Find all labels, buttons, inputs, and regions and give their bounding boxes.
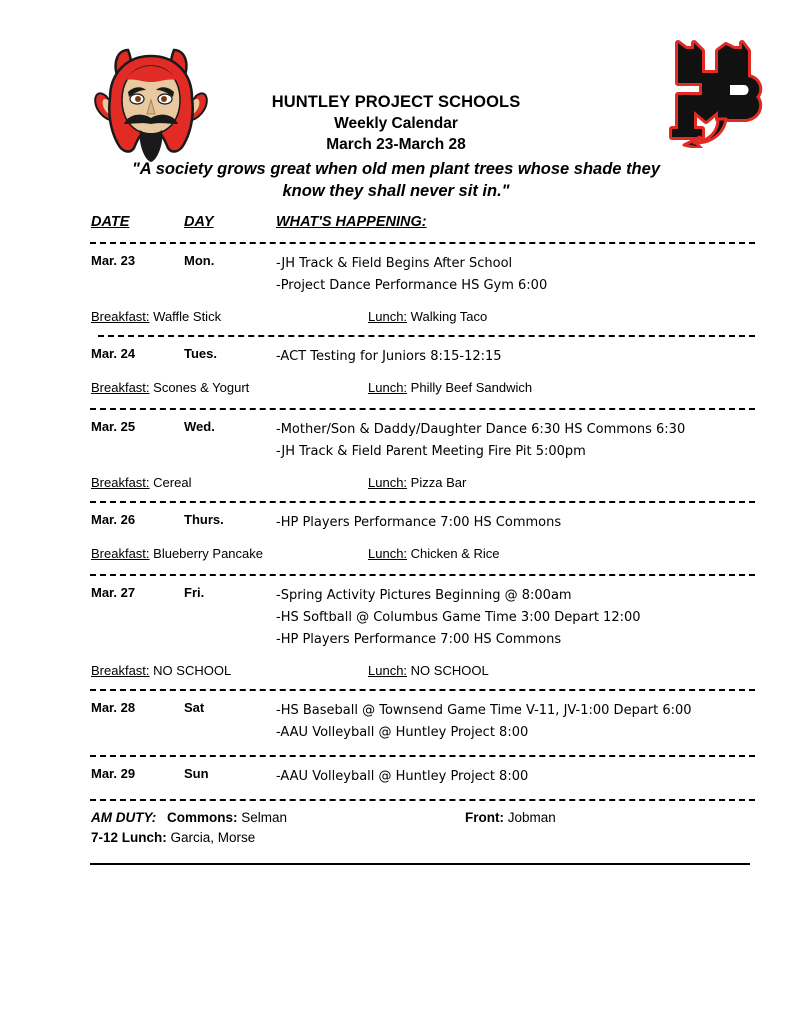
table-row <box>90 576 755 663</box>
breakfast-label: Breakfast: <box>91 475 150 490</box>
event-item: -HS Softball @ Columbus Game Time 3:00 Depart 12:00 <box>276 610 641 625</box>
event-item: -HP Players Performance 7:00 HS Commons <box>276 515 562 530</box>
meal-row <box>90 663 755 689</box>
row-date: Mar. 26 <box>91 512 136 527</box>
lunch-label: Lunch: <box>368 546 408 561</box>
table-row <box>90 410 755 475</box>
quote-line-2: know they shall never sit in." <box>282 182 510 200</box>
meal-row <box>90 546 755 574</box>
commons-label: Commons: <box>167 810 238 825</box>
footer-rule <box>90 863 750 865</box>
row-events <box>276 419 685 463</box>
meal-row <box>90 380 755 408</box>
lunch-label: Lunch: <box>368 380 408 395</box>
row-day: Mon. <box>184 253 215 268</box>
quote-block <box>96 158 696 202</box>
breakfast-value: Scones & Yogurt <box>153 380 250 395</box>
breakfast-value: Waffle Stick <box>153 309 222 324</box>
lunch-duty-row <box>90 830 755 850</box>
row-day: Tues. <box>184 346 217 361</box>
quote-line-1: "A society grows great when old men plant trees whose shade they <box>131 160 660 178</box>
document-header <box>0 0 791 212</box>
breakfast-label: Breakfast: <box>91 546 150 561</box>
event-item: -HS Baseball @ Townsend Game Time V-11, JV-1:00 Depart 6:00 <box>276 703 692 718</box>
breakfast-label: Breakfast: <box>91 309 150 324</box>
event-item: -Project Dance Performance HS Gym 6:00 <box>276 278 548 293</box>
meal-row <box>90 475 755 501</box>
row-events <box>276 700 692 744</box>
lunch-value: Chicken & Rice <box>410 546 500 561</box>
table-row <box>90 337 755 380</box>
row-date: Mar. 27 <box>91 585 136 600</box>
calendar-sheet <box>90 214 755 865</box>
row-events <box>276 585 641 651</box>
event-item: -ACT Testing for Juniors 8:15-12:15 <box>276 349 502 364</box>
breakfast-entry <box>91 380 249 395</box>
event-item: -HP Players Performance 7:00 HS Commons <box>276 632 562 647</box>
lunch-value: Pizza Bar <box>410 475 467 490</box>
row-day: Wed. <box>184 419 215 434</box>
lunch-entry <box>368 309 487 324</box>
breakfast-value: Blueberry Pancake <box>153 546 263 561</box>
row-day: Sun <box>184 766 209 781</box>
lunch-label: Lunch: <box>368 663 408 678</box>
breakfast-entry <box>91 475 191 490</box>
lunch-duty-value: Garcia, Morse <box>170 830 256 845</box>
column-headers <box>90 214 755 238</box>
row-day: Sat <box>184 700 205 715</box>
front-duty-entry <box>465 810 556 825</box>
row-day: Fri. <box>184 585 205 600</box>
event-item: -AAU Volleyball @ Huntley Project 8:00 <box>276 725 529 740</box>
lunch-entry <box>368 380 532 395</box>
column-header-date: DATE <box>91 214 130 230</box>
document-title: Weekly Calendar <box>334 115 458 132</box>
table-row <box>90 691 755 755</box>
column-header-day: DAY <box>184 214 214 230</box>
row-date: Mar. 25 <box>91 419 136 434</box>
row-day: Thurs. <box>184 512 224 527</box>
hp-devil-logo-icon <box>660 33 768 148</box>
title-block <box>96 92 696 202</box>
breakfast-value: NO SCHOOL <box>153 663 232 678</box>
row-events <box>276 512 561 534</box>
breakfast-value: Cereal <box>153 475 192 490</box>
breakfast-entry <box>91 309 221 324</box>
breakfast-entry <box>91 546 263 561</box>
breakfast-label: Breakfast: <box>91 663 150 678</box>
date-range: March 23-March 28 <box>326 136 466 153</box>
table-row <box>90 244 755 309</box>
lunch-value: Walking Taco <box>410 309 488 324</box>
row-events <box>276 346 502 368</box>
table-row <box>90 503 755 546</box>
event-item: -Mother/Son & Daddy/Daughter Dance 6:30 HS Commons 6:30 <box>276 422 686 437</box>
front-value: Jobman <box>507 810 556 825</box>
event-item: -JH Track & Field Parent Meeting Fire Pit 5:00pm <box>276 444 586 459</box>
school-name: HUNTLEY PROJECT SCHOOLS <box>271 93 521 111</box>
row-date: Mar. 28 <box>91 700 136 715</box>
lunch-label: Lunch: <box>368 309 408 324</box>
commons-value: Selman <box>241 810 288 825</box>
event-item: -Spring Activity Pictures Beginning @ 8:00am <box>276 588 572 603</box>
event-item: -JH Track & Field Begins After School <box>276 256 513 271</box>
breakfast-entry <box>91 663 231 678</box>
lunch-label: Lunch: <box>368 475 408 490</box>
am-duty-row <box>90 810 755 830</box>
lunch-duty-entry <box>91 830 255 845</box>
lunch-entry <box>368 475 466 490</box>
event-item: -AAU Volleyball @ Huntley Project 8:00 <box>276 769 529 784</box>
row-events <box>276 253 547 297</box>
row-date: Mar. 29 <box>91 766 136 781</box>
row-date: Mar. 24 <box>91 346 136 361</box>
meal-row <box>90 309 755 335</box>
lunch-duty-label: 7-12 Lunch: <box>91 830 167 845</box>
column-header-whats-happening: WHAT'S HAPPENING: <box>276 214 427 230</box>
lunch-value: Philly Beef Sandwich <box>410 380 533 395</box>
row-date: Mar. 23 <box>91 253 136 268</box>
row-events <box>276 766 528 788</box>
lunch-entry <box>368 546 500 561</box>
breakfast-label: Breakfast: <box>91 380 150 395</box>
commons-duty-entry <box>167 810 287 825</box>
lunch-entry <box>368 663 489 678</box>
duty-block <box>90 801 755 850</box>
table-row <box>90 757 755 799</box>
lunch-value: NO SCHOOL <box>410 663 489 678</box>
front-label: Front: <box>465 810 504 825</box>
am-duty-label: AM DUTY: <box>91 810 157 825</box>
